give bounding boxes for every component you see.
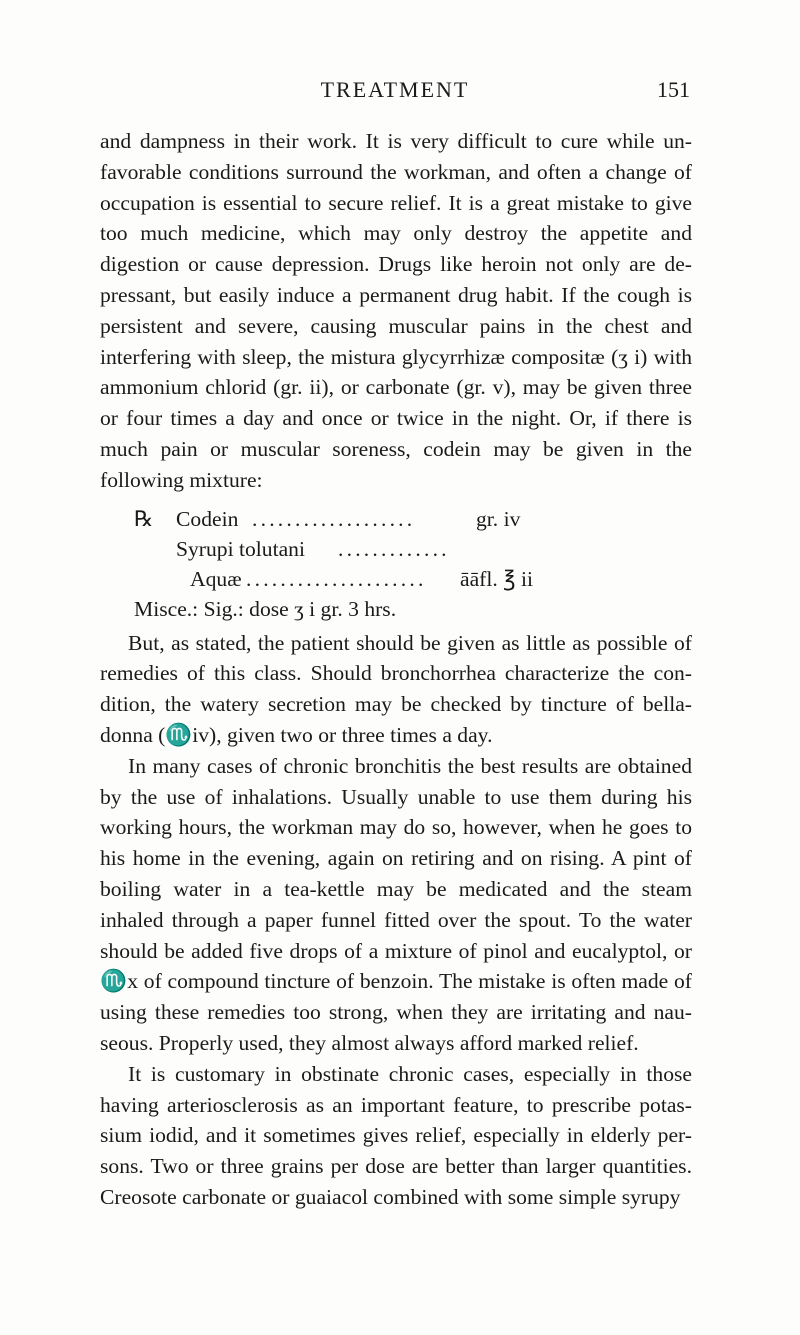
prescription-signature: Misce.: Sig.: dose ʒ i gr. 3 hrs. [134,596,397,621]
ingredient-dose: āāfl. ℥ ii [460,566,534,591]
ingredient-name: Aquæ [190,566,242,591]
paragraph-4: It is customary in obstinate chronic cases, especially in those having arteriosclerosis as an important feature, to prescribe potas-sium iodid, and it sometimes gives relief, especially in elderly per-sons. Two or three grains per dose are better than larger quantities. Creosote carbonate or guaiacol combined with some simple syrupy [100,1061,692,1209]
paragraph-2: But, as stated, the patient should be given as little as possible of remedies of this class. Should bronchorrhea characterize the con-dition, the watery secretion may be checked by tincture of bella-donna (♏iv), given two or three times a day. [100,630,692,747]
recipe-symbol: ℞ [134,506,154,531]
chapter-title: TREATMENT [320,77,470,102]
body-text [100,126,692,1213]
leader-dots: ..................... [246,566,427,591]
prescription-signature-line [100,594,692,624]
leader-dots: ............. [338,536,450,561]
ingredient-name: Codein [176,506,239,531]
ingredient-dose: gr. iv [476,506,521,531]
ingredient-name: Syrupi tolutani [176,536,305,561]
leader-dots: ................... [252,506,416,531]
page-number: 151 [657,77,690,102]
paragraph-3: In many cases of chronic bronchitis the best results are obtained by the use of inhalations. Usually unable to use them during his working hours, the workman may do so, however, when he goes to his home in the evening, again on retiring and on rising. A pint of boiling water in a tea-kettle may be medicated and the steam inhaled through a paper funnel fitted over the spout. To the water should be added five drops of a mixture of pinol and eucalyptol, or ♏x of compound tincture of benzoin. The mistake is often made of using these remedies too strong, when they are irritating and nau-seous. Properly used, they almost always afford marked relief. [100,753,692,1055]
prescription-line-1 [100,504,692,534]
prescription-line-2 [100,534,692,564]
paragraph-1: and dampness in their work. It is very difficult to cure while un-favorable conditions surround the workman, and often a change of occupation is essential to secure relief. It is a great mistake to give too much medicine, which may only destroy the appetite and digestion or cause depression. Drugs like heroin not only are de-pressant, but easily induce a permanent drug habit. If the cough is persistent and severe, causing muscular pains in the chest and interfering with sleep, the mistura glycyrrhizæ compositæ (ʒ i) with ammonium chlorid (gr. ii), or carbonate (gr. v), may be given three or four times a day and once or twice in the night. Or, if there is much pain or muscular soreness, codein may be given in the following mixture: [100,129,692,492]
prescription [100,504,692,624]
prescription-line-3 [100,564,692,594]
running-head [100,77,690,107]
